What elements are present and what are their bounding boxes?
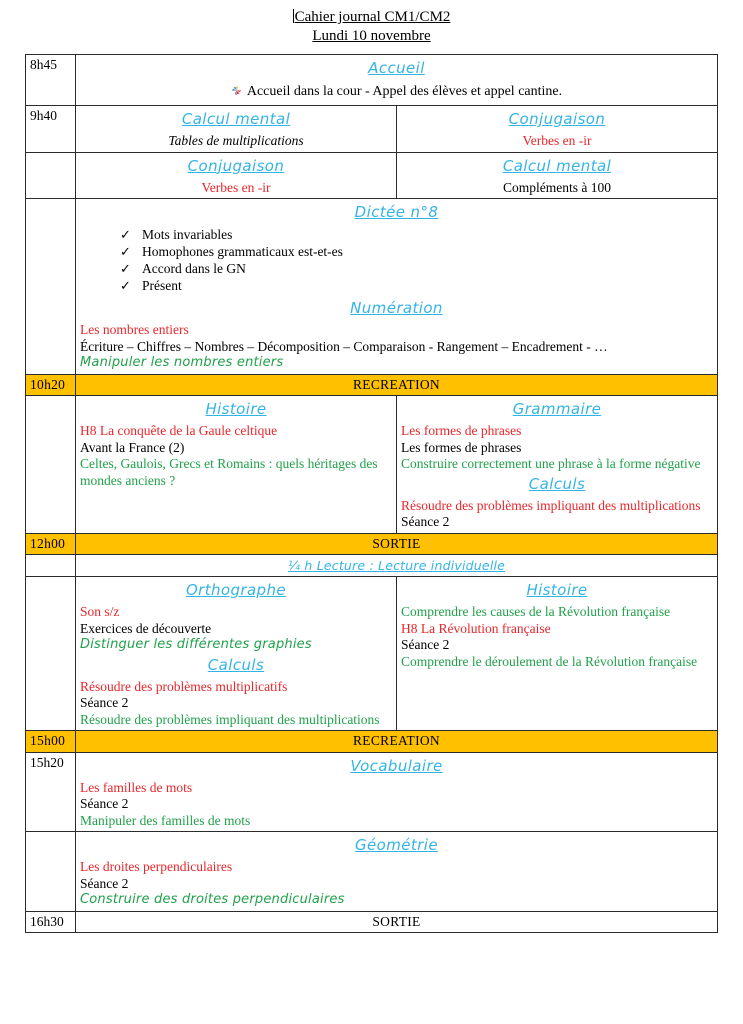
histoire-objective: H8 La conquête de la Gaule celtique <box>79 423 278 438</box>
time-cell-10h20: 10h20 <box>25 374 75 396</box>
heading-conjugaison-2: Conjugaison <box>187 156 285 175</box>
pinwheel-bullet-icon <box>231 85 242 96</box>
heading-calculs: Calculs <box>528 474 586 493</box>
calculs-objective: Résoudre des problèmes impliquant des multiplications <box>400 497 701 513</box>
histoire-2-objective: H8 La Révolution française <box>400 620 551 636</box>
table-row-accueil <box>25 55 717 106</box>
time-cell-16h30: 16h30 <box>25 911 75 933</box>
table-row-sortie-1 <box>25 533 717 555</box>
calculs-2-content: Séance 2 <box>79 695 129 710</box>
orthographe-objective: Son s/z <box>79 604 120 619</box>
cell-lecture <box>75 555 717 577</box>
vocabulaire-objective: Les familles de mots <box>79 779 193 795</box>
time-cell-15h20: 15h20 <box>25 752 75 832</box>
cell-histoire-1 <box>75 396 396 534</box>
time-cell-9h40: 9h40 <box>25 106 75 153</box>
detail-tables-multiplications: Tables de multiplications <box>168 133 304 148</box>
table-row-sortie-2 <box>25 911 717 933</box>
calculs-content: Séance 2 <box>400 514 450 529</box>
time-cell-empty-1 <box>25 152 75 199</box>
detail-complements-100: Compléments à 100 <box>502 179 611 195</box>
time-cell-8h45: 8h45 <box>25 55 75 106</box>
orthographe-content: Exercices de découverte <box>79 620 212 636</box>
document-title-block <box>0 0 743 46</box>
cell-conjugaison-2 <box>75 152 396 199</box>
heading-calcul-mental-2: Calcul mental <box>502 156 612 175</box>
banner-recreation-1: RECREATION <box>75 374 717 396</box>
cell-dictee-numeration <box>75 199 717 375</box>
heading-accueil: Accueil <box>368 59 425 77</box>
page-title <box>0 8 743 27</box>
cell-orthographe-calculs <box>75 577 396 731</box>
accueil-text-line <box>80 82 713 103</box>
heading-dictee: Dictée n°8 <box>354 203 439 221</box>
histoire-competence: Celtes, Gaulois, Grecs et Romains : quels héritages des mondes anciens ? <box>79 456 378 488</box>
list-item: ✓ Mots invariables <box>120 226 713 243</box>
grammaire-competence: Construire correctement une phrase à la forme négative <box>400 456 701 471</box>
heading-histoire: Histoire <box>205 400 267 418</box>
table-row-histoire-grammaire <box>25 396 717 534</box>
heading-grammaire: Grammaire <box>512 400 602 418</box>
title-line-2: Lundi 10 novembre <box>312 28 431 44</box>
list-item: ✓ Homophones grammaticaux est-et-es <box>120 243 713 260</box>
time-cell-empty-5 <box>25 577 75 731</box>
cell-calcul-mental-2 <box>396 152 717 199</box>
cell-grammaire-calculs <box>396 396 717 534</box>
calculs-2-objective: Résoudre des problèmes multiplicatifs <box>79 678 288 694</box>
table-row-9h40-a <box>25 106 717 153</box>
dictee-checklist <box>80 226 713 294</box>
time-cell-empty-6 <box>25 832 75 912</box>
grammaire-objective: Les formes de phrases <box>400 423 522 438</box>
table-row-vocabulaire <box>25 752 717 832</box>
table-row-dictee-numeration <box>25 199 717 375</box>
vocabulaire-competence: Manipuler des familles de mots <box>79 812 251 828</box>
heading-vocabulaire: Vocabulaire <box>350 756 443 775</box>
detail-verbes-ir: Verbes en -ir <box>522 133 592 148</box>
cell-geometrie <box>75 832 717 912</box>
time-cell-empty-3 <box>25 396 75 534</box>
time-cell-empty-2 <box>25 199 75 375</box>
page-subtitle <box>0 27 743 46</box>
numeration-content: Écriture – Chiffres – Nombres – Décomposition – Comparaison - Rangement – Encadrement - … <box>79 338 608 354</box>
text-cursor-caret <box>293 9 294 23</box>
detail-verbes-ir-2: Verbes en -ir <box>201 179 271 195</box>
time-cell-15h00: 15h00 <box>25 731 75 753</box>
accueil-text: Accueil dans la cour - Appel des élèves et appel cantine. <box>246 84 563 99</box>
lecture-text: ¼ h Lecture : Lecture individuelle <box>287 558 506 573</box>
list-item: ✓ Présent <box>120 277 713 294</box>
title-line-1: Cahier journal CM1/CM2 <box>294 9 451 25</box>
heading-conjugaison: Conjugaison <box>508 110 606 128</box>
heading-orthographe: Orthographe <box>185 581 287 599</box>
numeration-competence: Manipuler les nombres entiers <box>79 355 284 370</box>
cell-vocabulaire <box>75 752 717 832</box>
table-row-9h40-b <box>25 152 717 199</box>
heading-calcul-mental: Calcul mental <box>181 110 291 128</box>
label-sortie-2: SORTIE <box>75 911 717 933</box>
cell-accueil <box>75 55 717 106</box>
table-row-geometrie <box>25 832 717 912</box>
geometrie-content: Séance 2 <box>79 875 129 891</box>
banner-sortie-1: SORTIE <box>75 533 717 555</box>
histoire-2-competence-2: Comprendre le déroulement de la Révolution française <box>400 653 698 669</box>
heading-calculs-2: Calculs <box>207 655 265 674</box>
histoire-2-content: Séance 2 <box>400 637 450 652</box>
banner-recreation-2: RECREATION <box>75 731 717 753</box>
histoire-content: Avant la France (2) <box>79 439 185 455</box>
cell-histoire-2 <box>396 577 717 731</box>
table-row-recreation-1 <box>25 374 717 396</box>
heading-geometrie: Géométrie <box>355 836 438 854</box>
grammaire-content: Les formes de phrases <box>400 439 522 455</box>
heading-histoire-2: Histoire <box>526 581 588 599</box>
geometrie-competence: Construire des droites perpendiculaires <box>79 892 345 907</box>
table-row-orthographe-histoire <box>25 577 717 731</box>
schedule-table <box>25 54 718 933</box>
histoire-2-competence-1: Comprendre les causes de la Révolution française <box>400 604 671 619</box>
time-cell-empty-4 <box>25 555 75 577</box>
cell-calcul-mental-1 <box>75 106 396 153</box>
vocabulaire-content: Séance 2 <box>79 796 129 811</box>
time-cell-12h00: 12h00 <box>25 533 75 555</box>
cell-conjugaison-1 <box>396 106 717 153</box>
calculs-2-competence: Résoudre des problèmes impliquant des multiplications <box>79 711 380 727</box>
numeration-objective: Les nombres entiers <box>79 322 189 337</box>
table-row-lecture <box>25 555 717 577</box>
geometrie-objective: Les droites perpendiculaires <box>79 859 233 874</box>
list-item: ✓ Accord dans le GN <box>120 260 713 277</box>
table-row-recreation-2 <box>25 731 717 753</box>
heading-numeration: Numération <box>350 299 443 317</box>
orthographe-competence: Distinguer les différentes graphies <box>79 637 312 652</box>
